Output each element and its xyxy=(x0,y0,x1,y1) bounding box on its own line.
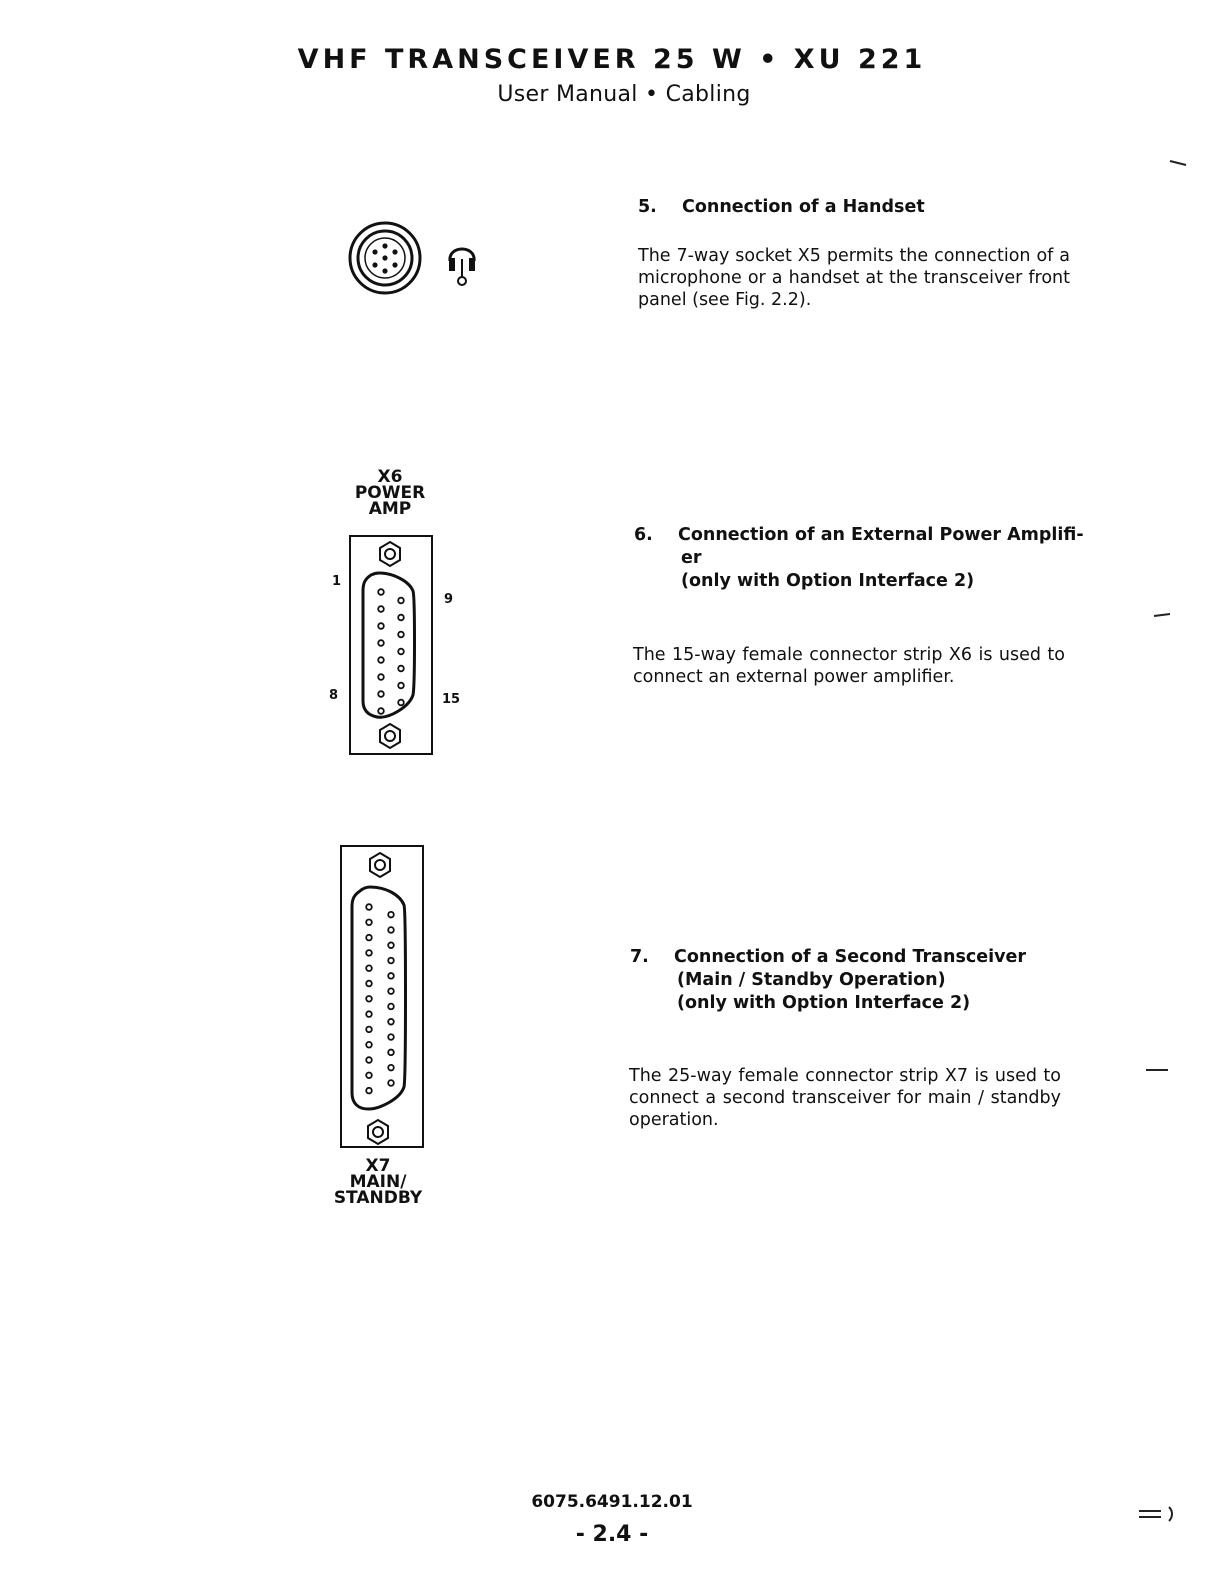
x7-label xyxy=(328,1158,428,1206)
x5-socket-icon xyxy=(350,223,420,293)
margin-mark-3 xyxy=(1140,1062,1180,1082)
x6-pin xyxy=(398,683,404,689)
x7-pin xyxy=(366,1042,372,1048)
section-7-number: 7. xyxy=(630,947,649,967)
section-5-body: The 7-way socket X5 permits the connection of a microphone or a handset at the transceiver front panel (see Fig. 2.2). xyxy=(638,246,1070,310)
x6-pins xyxy=(378,589,404,714)
x6-pin xyxy=(378,691,384,697)
x6-label-line2: POWER xyxy=(354,483,426,503)
document-code: 6075.6491.12.01 xyxy=(531,1492,693,1512)
x6-label xyxy=(340,469,440,517)
section-5-number: 5. xyxy=(638,197,657,217)
x6-pin xyxy=(378,589,384,595)
x7-pin xyxy=(366,1073,372,1079)
x7-pin xyxy=(366,1011,372,1017)
x5-handset-socket-diagram xyxy=(340,215,490,305)
x6-screw-top xyxy=(380,542,400,566)
x7-pin xyxy=(388,1050,394,1056)
x6-pin xyxy=(398,666,404,672)
x7-pin xyxy=(366,920,372,926)
page-number: - 2.4 - xyxy=(575,1522,649,1547)
section-6-number: 6. xyxy=(634,525,653,545)
x6-screw-bottom xyxy=(380,724,400,748)
x7-pin xyxy=(366,904,372,910)
x6-pin xyxy=(378,640,384,646)
section-7-heading xyxy=(630,946,1090,1015)
x7-pin xyxy=(366,965,372,971)
x7-pin xyxy=(388,1019,394,1025)
x6-pin xyxy=(378,606,384,612)
x6-label-line1: X6 xyxy=(377,467,403,487)
x6-pin xyxy=(378,657,384,663)
handset-icon xyxy=(449,249,475,285)
x7-screw-top xyxy=(370,853,390,877)
x7-pins xyxy=(366,904,394,1093)
x6-pin xyxy=(398,700,404,706)
margin-mark-1 xyxy=(1150,155,1190,175)
x6-pin xyxy=(378,623,384,629)
x7-pin xyxy=(388,958,394,964)
x6-pin xyxy=(398,615,404,621)
section-7-title-line3: (only with Option Interface 2) xyxy=(677,993,971,1013)
x6-pin-8-label: 8 xyxy=(329,688,339,703)
x7-label-line1: X7 xyxy=(365,1156,391,1176)
x6-label-line3: AMP xyxy=(368,499,412,519)
x7-pin xyxy=(388,942,394,948)
x7-pin xyxy=(366,950,372,956)
x7-connector-diagram xyxy=(340,845,425,1150)
x7-pin xyxy=(388,1034,394,1040)
section-6-title-line3: (only with Option Interface 2) xyxy=(681,571,975,591)
x6-pin xyxy=(398,632,404,638)
section-7-body: The 25-way female connector strip X7 is used to connect a second transceiver for main / standby operation. xyxy=(629,1066,1061,1130)
x6-pin xyxy=(378,708,384,714)
x6-pin-1-label: 1 xyxy=(332,574,342,589)
x6-d-shell xyxy=(363,573,415,717)
x6-connector-diagram xyxy=(349,535,434,757)
section-6-body: The 15-way female connector strip X6 is used to connect an external power amplifier. xyxy=(633,645,1065,687)
section-5-title: Connection of a Handset xyxy=(682,197,925,217)
section-6-title-line1: Connection of an External Power Amplifi- xyxy=(678,525,1084,545)
x7-pin xyxy=(366,981,372,987)
x7-pin xyxy=(388,1004,394,1010)
x6-pin-15-label: 15 xyxy=(442,692,461,707)
x7-pin xyxy=(366,1027,372,1033)
x7-label-line3: STANDBY xyxy=(333,1188,423,1208)
section-7-title-line2: (Main / Standby Operation) xyxy=(677,970,946,990)
document-subtitle: User Manual • Cabling xyxy=(497,82,751,107)
x7-pin xyxy=(388,927,394,933)
x7-pin xyxy=(388,1065,394,1071)
x7-pin xyxy=(388,973,394,979)
document-title: VHF TRANSCEIVER 25 W • XU 221 xyxy=(297,44,927,75)
section-5-heading xyxy=(638,196,925,219)
x7-pin xyxy=(366,935,372,941)
section-6-heading xyxy=(634,524,1094,593)
section-7-title-line1: Connection of a Second Transceiver xyxy=(674,947,1027,967)
x7-pin xyxy=(388,1080,394,1086)
section-6-title-line2: er xyxy=(681,548,702,568)
margin-mark-2 xyxy=(1150,606,1190,626)
x7-label-line2: MAIN/ xyxy=(349,1172,407,1192)
x7-pin xyxy=(388,988,394,994)
x7-pin xyxy=(366,1088,372,1094)
x6-pin xyxy=(398,598,404,604)
x6-pin-9-label: 9 xyxy=(444,592,454,607)
x7-screw-bottom xyxy=(368,1120,388,1144)
x7-pin xyxy=(366,1057,372,1063)
x7-d-shell xyxy=(352,887,406,1109)
x6-pin xyxy=(378,674,384,680)
x6-pin xyxy=(398,649,404,655)
x7-pin xyxy=(388,912,394,918)
x7-pin xyxy=(366,996,372,1002)
